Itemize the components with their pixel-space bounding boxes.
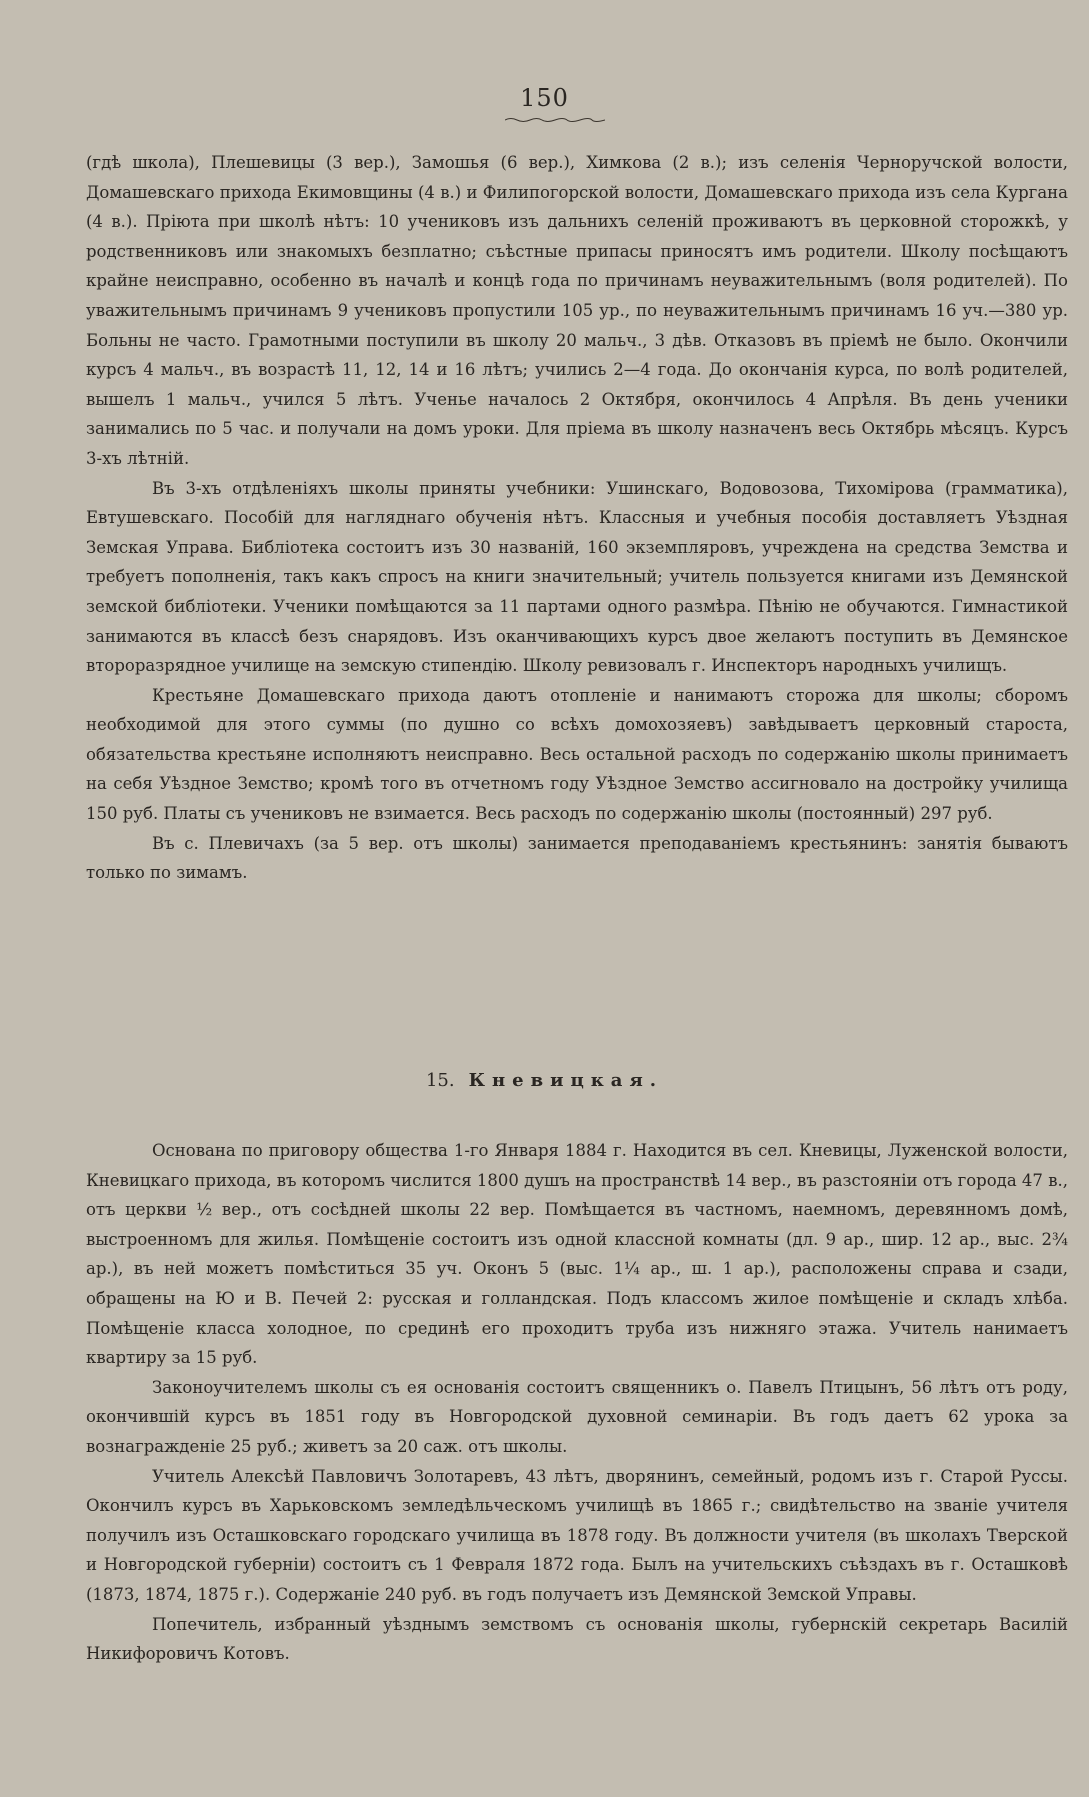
paragraph: Въ с. Плевичахъ (за 5 вер. отъ школы) занимается преподаваніемъ крестьянинъ: занятія бываютъ только по зимамъ.	[86, 833, 1068, 883]
paragraph: Учитель Алексѣй Павловичъ Золотаревъ, 43 лѣтъ, дворянинъ, семейный, родомъ изъ г. Старой Руссы. Окончилъ курсъ въ Харьковскомъ земледѣльческомъ училищѣ въ 1865 г.; свидѣтельство на званіе учителя получилъ изъ Осташковскаго городскаго училища въ 1878 году. Въ должности учителя (въ школахъ Тверской и Новгородской губерніи) состоитъ съ 1 Февраля 1872 года. Былъ на учительскихъ съѣздахъ въ г. Осташковѣ (1873, 1874, 1875 г.). Содержаніе 240 руб. въ годъ получаетъ изъ Демянской Земской Управы.	[86, 1466, 1068, 1604]
page-number: 150	[520, 84, 569, 112]
text-block-school-14	[86, 148, 1068, 888]
section-number: 15.	[425, 1070, 455, 1091]
paragraph: Основана по приговору общества 1-го Января 1884 г. Находится въ сел. Кневицы, Луженской волости, Кневицкаго прихода, въ которомъ числится 1800 душъ на пространствѣ 14 вер., въ разстояніи отъ города 47 в., отъ церкви ½ вер., отъ сосѣдней школы 22 вер. Помѣщается въ частномъ, наемномъ, деревянномъ домѣ, выстроенномъ для жилья. Помѣщеніе состоитъ изъ одной классной комнаты (дл. 9 ар., шир. 12 ар., выс. 2¾ ар.), въ ней можетъ помѣститься 35 уч. Оконъ 5 (выс. 1¼ ар., ш. 1 ар.), расположены справа и сзади, обращены на Ю и В. Печей 2: русская и голландская. Подъ классомъ жилое помѣщеніе и складъ хлѣба. Помѣщеніе класса холодное, по срединѣ его проходитъ труба изъ нижняго этажа. Учитель нанимаетъ квартиру за 15 руб.	[86, 1141, 1068, 1368]
paragraph: Крестьяне Домашевскаго прихода даютъ отопленіе и нанимаютъ сторожа для школы; сборомъ необходимой для этого суммы (по душно со всѣхъ домохозяевъ) завѣдываетъ церковный староста, обязательства крестьяне исполняютъ неисправно. Весь остальной расходъ по содержанію школы принимаетъ на себя Уѣздное Земство; кромѣ того въ отчетномъ году Уѣздное Земство ассигновало на достройку училища 150 руб. Платы съ учениковъ не взимается. Весь расходъ по содержанію школы (постоянный) 297 руб.	[86, 685, 1068, 824]
paragraph: Въ 3-хъ отдѣленіяхъ школы приняты учебники: Ушинскаго, Водовозова, Тихомірова (грамматика), Евтушевскаго. Пособій для нагляднаго обученія нѣтъ. Классныя и учебныя пособія доставляетъ Уѣздная Земская Управа. Библіотека состоитъ изъ 30 названій, 160 экземпляровъ, учреждена на средства Земства и требуетъ пополненія, такъ какъ спросъ на книги значительный; учитель пользуется книгами изъ Демянской земской библіотеки. Ученики помѣщаются за 11 партами одного размѣра. Пѣнію не обучаются. Гимнастикой занимаются въ классѣ безъ снарядовъ. Изъ оканчивающихъ курсъ двое желаютъ поступить въ Демянское второразрядное училище на земскую стипендію. Школу ревизовалъ г. Инспекторъ народныхъ училищъ.	[86, 478, 1068, 676]
page-number-underline	[505, 117, 605, 123]
section-title: Кневицкая.	[468, 1070, 664, 1091]
text-block-school-15	[86, 1136, 1068, 1669]
paragraph: (гдѣ школа), Плешевицы (3 вер.), Замошья (6 вер.), Химкова (2 в.); изъ селенія Черноручской волости, Домашевскаго прихода Екимовщины (4 в.) и Филипогорской волости, Домашевскаго прихода изъ села Кургана (4 в.). Пріюта при школѣ нѣтъ: 10 учениковъ изъ дальнихъ селеній проживаютъ въ церковной сторожкѣ, у родственниковъ или знакомыхъ безплатно; съѣстные припасы приносятъ имъ родители. Школу посѣщаютъ крайне неисправно, особенно въ началѣ и концѣ года по причинамъ неуважительнымъ (воля родителей). По уважительнымъ причинамъ 9 учениковъ пропустили 105 ур., по неуважительнымъ причинамъ 16 уч.—380 ур. Больны не часто. Грамотными поступили въ школу 20 мальч., 3 дѣв. Отказовъ въ пріемѣ не было. Окончили курсъ 4 мальч., въ возрастѣ 11, 12, 14 и 16 лѣтъ; учились 2—4 года. До окончанія курса, по волѣ родителей, вышелъ 1 мальч., учился 5 лѣтъ. Ученье началось 2 Октября, окончилось 4 Апрѣля. Въ день ученики занимались по 5 час. и получали на домъ уроки. Для пріема въ школу назначенъ весь Октябрь мѣсяцъ. Курсъ 3-хъ лѣтній.	[86, 153, 1068, 468]
paragraph: Попечитель, избранный уѣзднымъ земствомъ съ основанія школы, губернскій секретарь Василій Никифоровичъ Котовъ.	[86, 1614, 1068, 1664]
paragraph: Законоучителемъ школы съ ея основанія состоитъ священникъ о. Павелъ Птицынъ, 56 лѣтъ отъ роду, окончившій курсъ въ 1851 году въ Новгородской духовной семинаріи. Въ годъ даетъ 62 урока за вознагражденіе 25 руб.; живетъ за 20 саж. отъ школы.	[86, 1377, 1068, 1456]
section-heading	[0, 1070, 1089, 1091]
